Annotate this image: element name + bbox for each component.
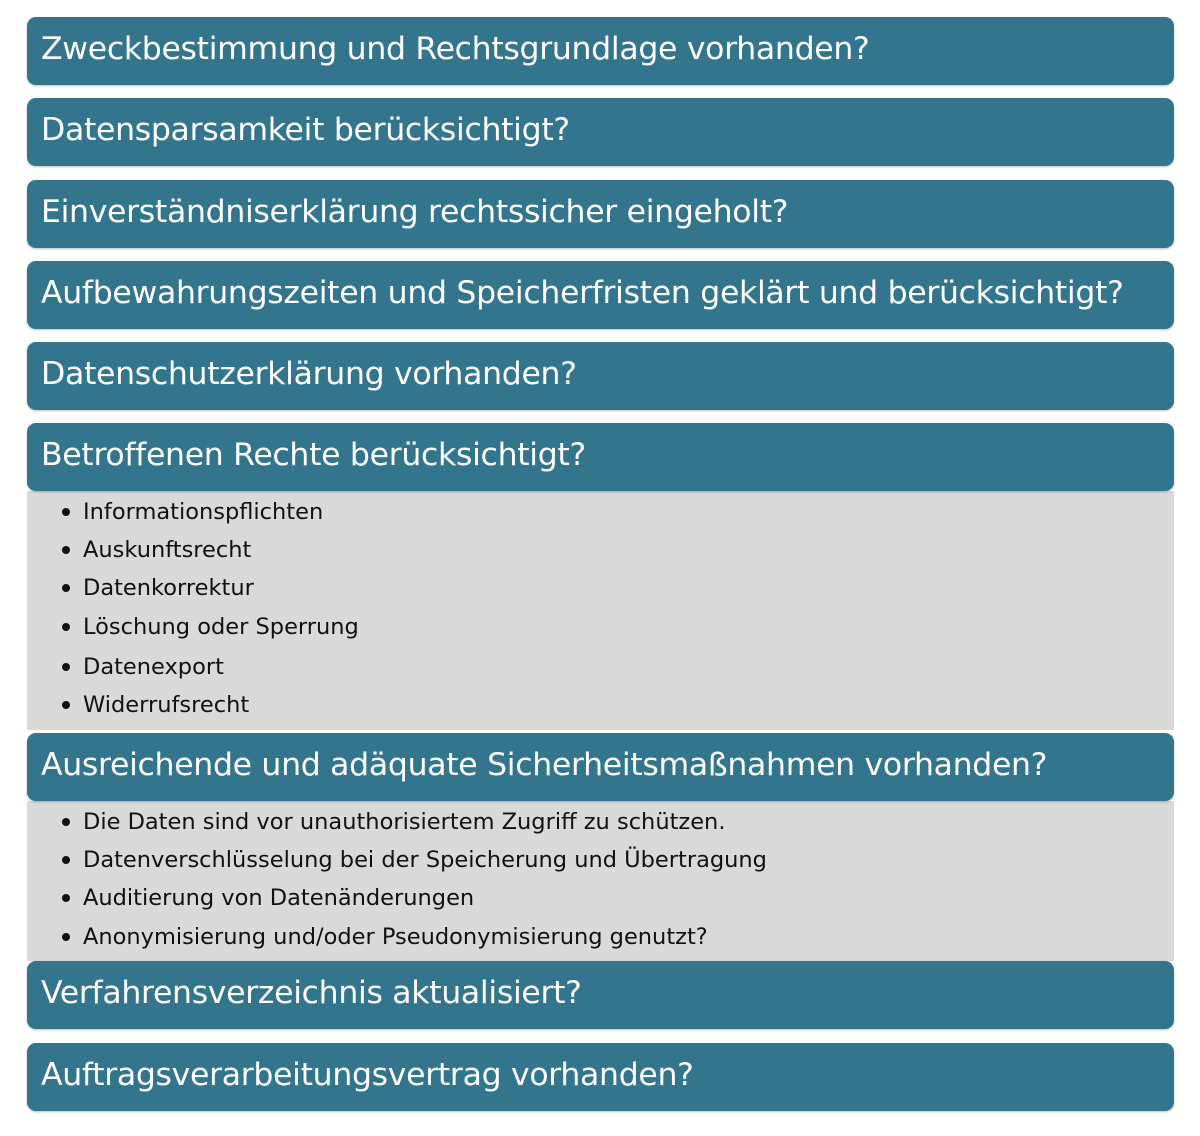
- checklist-item-zweckbestimmung: [27, 17, 1174, 85]
- subitems-panel-sicherheitsmassnahmen: [27, 801, 1174, 961]
- bullet-icon: [62, 623, 70, 631]
- checklist-item-label: Ausreichende und adäquate Sicherheitsmaßnahmen vorhanden?: [41, 747, 1048, 784]
- checklist-item-label: Datenschutzerklärung vorhanden?: [41, 356, 577, 393]
- bullet-icon: [62, 546, 70, 554]
- checklist-item-datensparsamkeit: [27, 98, 1174, 166]
- subitem: [62, 652, 224, 682]
- subitem: [62, 883, 474, 913]
- subitem-text: Auskunftsrecht: [83, 536, 252, 563]
- checklist-item-label: Auftragsverarbeitungsvertrag vorhanden?: [41, 1057, 694, 1094]
- checklist-item-auftragsverarbeitung: [27, 1043, 1174, 1111]
- bullet-icon: [62, 701, 70, 709]
- subitem: [62, 845, 767, 875]
- checklist-item-label: Datensparsamkeit berücksichtigt?: [41, 112, 570, 149]
- subitem-text: Datenexport: [83, 653, 224, 680]
- checklist-item-label: Aufbewahrungszeiten und Speicherfristen geklärt und berücksichtigt?: [41, 275, 1124, 312]
- subitems-panel-betroffenenrechte: [27, 491, 1174, 730]
- checklist-item-aufbewahrungszeiten: [27, 261, 1174, 329]
- checklist-item-betroffenenrechte: [27, 423, 1174, 491]
- subitem-text: Anonymisierung und/oder Pseudonymisierung genutzt?: [83, 923, 708, 950]
- bullet-icon: [62, 663, 70, 671]
- subitem: [62, 612, 359, 642]
- subitem: [62, 535, 251, 565]
- checklist-item-datenschutzerklaerung: [27, 342, 1174, 410]
- subitem-text: Löschung oder Sperrung: [83, 613, 359, 640]
- subitem-text: Die Daten sind vor unauthorisiertem Zugriff zu schützen.: [83, 808, 726, 835]
- checklist-item-sicherheitsmassnahmen: [27, 733, 1174, 801]
- checklist-item-label: Einverständniserklärung rechtssicher eingeholt?: [41, 194, 789, 231]
- checklist-item-label: Verfahrensverzeichnis aktualisiert?: [41, 975, 582, 1012]
- bullet-icon: [62, 508, 70, 516]
- bullet-icon: [62, 856, 70, 864]
- bullet-icon: [62, 584, 70, 592]
- checklist-item-einverstaendnis: [27, 180, 1174, 248]
- subitem-text: Datenkorrektur: [83, 574, 254, 601]
- subitem-text: Auditierung von Datenänderungen: [83, 884, 475, 911]
- subitem-text: Informationspflichten: [83, 498, 324, 525]
- subitem: [62, 922, 708, 952]
- subitem: [62, 690, 249, 720]
- checklist-item-label: Betroffenen Rechte berücksichtigt?: [41, 437, 586, 474]
- bullet-icon: [62, 894, 70, 902]
- subitem: [62, 497, 323, 527]
- subitem-text: Datenverschlüsselung bei der Speicherung und Übertragung: [83, 846, 767, 873]
- bullet-icon: [62, 933, 70, 941]
- checklist-item-verfahrensverzeichnis: [27, 961, 1174, 1029]
- subitem: [62, 573, 254, 603]
- subitem-text: Widerrufsrecht: [83, 691, 250, 718]
- bullet-icon: [62, 818, 70, 826]
- subitem: [62, 807, 725, 837]
- checklist-item-label: Zweckbestimmung und Rechtsgrundlage vorhanden?: [41, 31, 870, 68]
